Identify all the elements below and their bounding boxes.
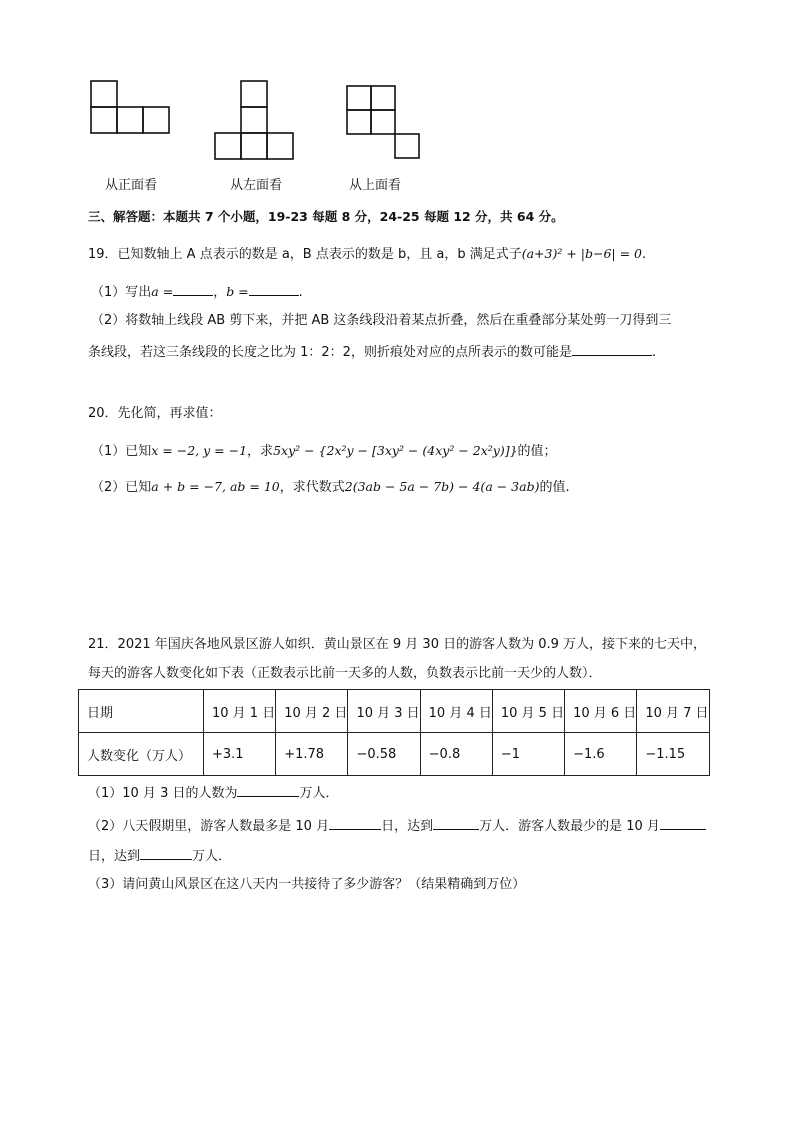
date-cell: 10 月 4 日 <box>420 690 492 733</box>
date-cell: 10 月 7 日 <box>637 690 709 733</box>
q20-expression1: 5xy² − {2x²y − [3xy² − (4xy² − 2x²y)]} <box>273 443 518 458</box>
q19-part2-line1: （2）将数轴上线段 AB 剪下来，并把 AB 这条线段沿着某点折叠，然后在重叠部分某处剪一刀得到三 <box>91 313 672 328</box>
date-cell: 10 月 6 日 <box>565 690 637 733</box>
answer-blank[interactable] <box>173 282 213 296</box>
q20-part1: （1）已知x = −2, y = −1，求5xy² − {2x²y − [3xy² − (4xy² − 2x²y)]}的值； <box>91 443 557 459</box>
change-cell: −1.6 <box>565 733 637 776</box>
change-cell: +1.78 <box>276 733 348 776</box>
answer-blank[interactable] <box>237 783 299 797</box>
table-row-label: 人数变化（万人） <box>79 733 204 776</box>
q19-part2-line2: 条线段，若这三条线段的长度之比为 1：2：2，则折痕处对应的点所表示的数可能是 . <box>88 342 656 362</box>
answer-blank[interactable] <box>660 816 706 830</box>
section-heading: 三、解答题：本题共 7 个小题，19-23 每题 8 分，24-25 每题 12 分，共 64 分。 <box>88 209 564 224</box>
top-view-figure <box>346 85 428 167</box>
date-cell: 10 月 2 日 <box>276 690 348 733</box>
answer-blank[interactable] <box>433 816 479 830</box>
q21-part1: （1）10 月 3 日的人数为 万人． <box>88 783 339 803</box>
q20-expression2: 2(3ab − 5a − 7b) − 4(a − 3ab) <box>344 479 540 494</box>
q21-part2-line1: （2）八天假期里，游客人数最多是 10 月 日，达到 万人．游客人数最少的是 10 月 <box>88 816 706 836</box>
change-cell: −1 <box>492 733 564 776</box>
q19-part1: （1）写出a = ，b = . <box>91 284 303 300</box>
change-cell: +3.1 <box>204 733 276 776</box>
left-view-label: 从左面看 <box>230 178 283 193</box>
date-cell: 10 月 5 日 <box>492 690 564 733</box>
q19-stem: 19．已知数轴上 A 点表示的数是 a，B 点表示的数是 b，且 a，b 满足式子(a+3)² + |b−6| = 0. <box>88 246 647 262</box>
answer-blank[interactable] <box>329 816 381 830</box>
q20-part2: （2）已知a + b = −7, ab = 10，求代数式2(3ab − 5a − 7b) − 4(a − 3ab)的值. <box>91 479 570 495</box>
answer-blank[interactable] <box>140 846 192 860</box>
q19-formula: (a+3)² + |b−6| = 0 <box>521 246 643 261</box>
top-view-label: 从上面看 <box>349 178 402 193</box>
q21-line1: 21．2021 年国庆各地风景区游人如织．黄山景区在 9 月 30 日的游客人数为 0.9 万人，接下来的七天中， <box>88 637 707 652</box>
change-cell: −0.58 <box>348 733 420 776</box>
front-view-label: 从正面看 <box>105 178 158 193</box>
answer-blank[interactable] <box>249 282 299 296</box>
front-view-figure <box>90 80 172 162</box>
change-cell: −1.15 <box>637 733 709 776</box>
date-cell: 10 月 3 日 <box>348 690 420 733</box>
left-view-figure <box>214 80 296 162</box>
table-header-cell: 日期 <box>79 690 204 733</box>
q21-line2: 每天的游客人数变化如下表（正数表示比前一天多的人数，负数表示比前一天少的人数）． <box>88 666 602 681</box>
visitor-change-table <box>78 689 710 776</box>
q21-part2-line2: 日，达到 万人． <box>88 846 231 866</box>
date-cell: 10 月 1 日 <box>204 690 276 733</box>
q20-stem: 20．先化简，再求值： <box>88 406 222 421</box>
table-row <box>79 733 710 776</box>
q21-part3: （3）请问黄山风景区在这八天内一共接待了多少游客？（结果精确到万位） <box>88 877 526 892</box>
change-cell: −0.8 <box>420 733 492 776</box>
table-row <box>79 690 710 733</box>
answer-blank[interactable] <box>572 342 652 356</box>
